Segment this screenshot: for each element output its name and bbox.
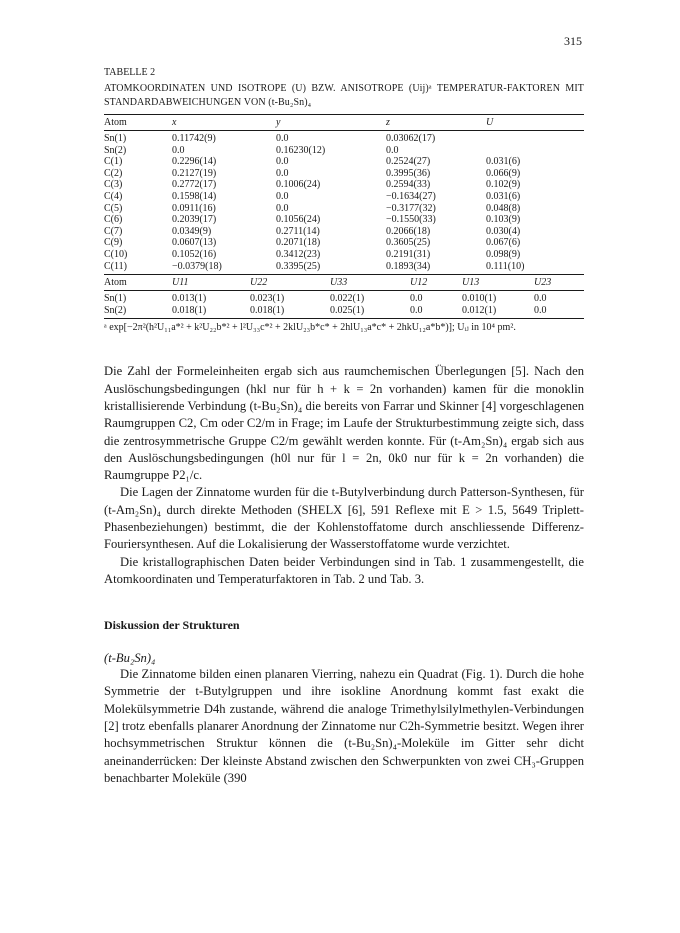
table-footnote: ᵃ exp[−2π²(h²U₁₁a*² + k²U₂₂b*² + l²U₃₃c*² + 2klU₂₃b*c* + 2hlU₁₃a*c* + 2hkU₁₂a*b*)]; Uᵢⱼ in 10⁴ pm². xyxy=(104,322,516,334)
cell-atom: Sn(1) xyxy=(104,133,127,144)
cell-u22: 0.023(1) xyxy=(250,293,285,305)
table-row xyxy=(104,261,584,275)
cell-atom: Sn(2) xyxy=(104,305,172,319)
header-atom: Atom xyxy=(104,115,172,131)
cell-u: 0.048(8) xyxy=(486,202,521,214)
cell-z: 0.3605(25) xyxy=(386,237,431,249)
cell-x: 0.2772(17) xyxy=(172,179,217,191)
table-row xyxy=(104,145,584,157)
cell-x: 0.0 xyxy=(172,144,185,156)
cell-u: 0.103(9) xyxy=(486,214,521,226)
cell-atom: C(9) xyxy=(104,237,123,249)
table-row xyxy=(104,291,584,305)
section-heading: Diskussion der Strukturen xyxy=(104,618,240,633)
table-row xyxy=(104,237,584,249)
table-row xyxy=(104,156,584,168)
cell-atom: C(11) xyxy=(104,260,127,272)
aniso-header-u13: U13 xyxy=(462,275,534,291)
cell-y: 0.2071(18) xyxy=(276,237,321,249)
cell-x: −0.0379(18) xyxy=(172,260,222,272)
cell-u: 0.066(9) xyxy=(486,167,521,179)
paragraph-structure-solution: Die Lagen der Zinnatome wurden für die t-Butylverbindung durch Patterson-Synthesen, für (t-Am₂Sn)₄ durch direkte Methoden (SHELX [6], 591 Reflexe mit E > 1.5, 5649 Triplett-Phasenbeziehungen) bestimmt, die der Kohlenstoffatome durch anschliessende Differenz-Fouriersynthesen. Auf die Lokalisierung der Wasserstoffatome wurde verzichtet. xyxy=(104,485,584,552)
table-row xyxy=(104,214,584,226)
cell-atom: C(1) xyxy=(104,156,123,168)
table-row xyxy=(104,226,584,238)
cell-u11: 0.013(1) xyxy=(172,293,207,305)
cell-z: −0.3177(32) xyxy=(386,202,436,214)
subheading: (t-Bu₂Sn)₄ xyxy=(104,651,156,666)
cell-u13: 0.012(1) xyxy=(462,305,534,319)
table-row xyxy=(104,191,584,203)
cell-y: 0.1006(24) xyxy=(276,179,321,191)
cell-z: 0.3995(36) xyxy=(386,167,431,179)
cell-y: 0.0 xyxy=(276,202,289,214)
cell-atom: Sn(1) xyxy=(104,293,127,305)
cell-u23: 0.0 xyxy=(534,305,584,319)
cell-x: 0.2296(14) xyxy=(172,156,217,168)
cell-y: 0.0 xyxy=(276,156,289,168)
cell-u xyxy=(486,145,584,157)
table-caption xyxy=(104,66,584,110)
cell-y: 0.16230(12) xyxy=(276,144,326,156)
cell-u33: 0.025(1) xyxy=(330,305,410,319)
cell-atom: C(5) xyxy=(104,202,123,214)
cell-x: 0.2039(17) xyxy=(172,214,217,226)
cell-z: 0.2524(27) xyxy=(386,156,431,168)
cell-x: 0.0349(9) xyxy=(172,225,212,237)
aniso-header-u22: U22 xyxy=(250,275,330,291)
cell-atom: Sn(2) xyxy=(104,144,127,156)
cell-u: 0.030(4) xyxy=(486,225,521,237)
cell-atom: C(3) xyxy=(104,179,123,191)
table-row xyxy=(104,131,584,145)
cell-u: 0.111(10) xyxy=(486,260,525,272)
cell-x: 0.1598(14) xyxy=(172,190,217,202)
cell-atom: C(7) xyxy=(104,225,123,237)
table-row xyxy=(104,249,584,261)
cell-y: 0.0 xyxy=(276,133,289,144)
table-row xyxy=(104,168,584,180)
cell-y: 0.1056(24) xyxy=(276,214,321,226)
cell-atom: C(2) xyxy=(104,167,123,179)
cell-z: −0.1550(33) xyxy=(386,214,436,226)
coordinates-body xyxy=(104,131,584,275)
cell-u11: 0.018(1) xyxy=(172,305,250,319)
cell-atom: C(4) xyxy=(104,190,123,202)
cell-z: 0.2191(31) xyxy=(386,248,431,260)
cell-u: 0.098(9) xyxy=(486,248,521,260)
cell-z: 0.1893(34) xyxy=(386,260,431,272)
cell-u: 0.102(9) xyxy=(486,179,521,191)
cell-y: 0.3412(23) xyxy=(276,248,321,260)
aniso-header-u33: U33 xyxy=(330,275,410,291)
anisotropic-table xyxy=(104,274,584,319)
cell-y: 0.2711(14) xyxy=(276,225,320,237)
cell-u: 0.031(6) xyxy=(486,156,521,168)
cell-z: 0.2594(33) xyxy=(386,179,431,191)
header-y: y xyxy=(276,115,386,131)
coordinates-header-row xyxy=(104,115,584,131)
cell-u22: 0.018(1) xyxy=(250,305,330,319)
paragraph-discussion: Die Zinnatome bilden einen planaren Vierring, nahezu ein Quadrat (Fig. 1). Durch die hohe Symmetrie der t-Butylgruppen und ihre isokline Anordnung kommt fast exakt die Molekülsymmetrie D4h zustande, während die analoge Trimethylsilylmethylen-Verbindungen [2] trotz ebenfalls planarer Anordnung der Zinnatome nur C2h-Symmetrie besitzt. Wegen ihrer hochsymmetrischen Struktur können die (t-Bu₂Sn)₄-Moleküle im Gitter sehr dicht aneinanderrücken: Der kleinste Abstand zwischen den Schwerpunkten von zwei CH₃-Gruppen benachbarter Moleküle (390 xyxy=(104,667,584,785)
aniso-header-u12: U12 xyxy=(410,275,462,291)
table-label: TABELLE 2 xyxy=(104,67,156,78)
cell-u: 0.067(6) xyxy=(486,237,521,249)
cell-z: −0.1634(27) xyxy=(386,190,436,202)
cell-z: 0.03062(17) xyxy=(386,133,436,144)
cell-u23: 0.0 xyxy=(534,293,547,305)
cell-y: 0.0 xyxy=(276,190,289,202)
cell-y: 0.0 xyxy=(276,167,289,179)
anisotropic-header-row xyxy=(104,275,584,291)
aniso-header-atom: Atom xyxy=(104,275,172,291)
paragraph-space-group: Die Zahl der Formeleinheiten ergab sich aus raumchemischen Überlegungen [5]. Nach den Auslöschungsbedingungen (hkl nur für h + k = 2n vorhanden) kamen für die monoklin kristallisierende Verbindung (t-Bu₂Sn)₄ die bereits von Farrar und Skinner [4] vorgeschlagenen Raumgruppen C2, Cm oder C2/m in Frage; im Laufe der Strukturbestimmung zeigte sich, dass die zentrosymmetrische Gruppe C2/m gewählt werden konnte. Für (t-Am₂Sn)₄ ergab sich aus den Auslöschungsbedingungen (h0l nur für l = 2n, 0k0 nur für k = 2n vorhanden) die Raumgruppe P2₁/c. xyxy=(104,364,584,483)
coordinates-table xyxy=(104,114,584,274)
cell-u: 0.031(6) xyxy=(486,190,521,202)
aniso-header-u11: U11 xyxy=(172,275,250,291)
cell-u xyxy=(486,131,584,145)
cell-u33: 0.022(1) xyxy=(330,293,365,305)
header-x: x xyxy=(172,115,276,131)
cell-x: 0.0607(13) xyxy=(172,237,217,249)
cell-atom: C(10) xyxy=(104,248,128,260)
cell-x: 0.2127(19) xyxy=(172,167,217,179)
cell-x: 0.11742(9) xyxy=(172,133,216,144)
table-row xyxy=(104,305,584,319)
header-z: z xyxy=(386,115,486,131)
cell-u12: 0.0 xyxy=(410,305,462,319)
page-number: 315 xyxy=(564,34,582,48)
cell-atom: C(6) xyxy=(104,214,123,226)
cell-z: 0.2066(18) xyxy=(386,225,431,237)
cell-x: 0.0911(16) xyxy=(172,202,216,214)
aniso-header-u23: U23 xyxy=(534,275,584,291)
header-u: U xyxy=(486,115,584,131)
anisotropic-body xyxy=(104,291,584,319)
table-title: ATOMKOORDINATEN UND ISOTROPE (U) BZW. ANISOTROPE (Uij)ᵃ TEMPERATUR-FAKTOREN MIT STANDARDABWEICHUNGEN VON (t-Bu₂Sn)₄ xyxy=(104,83,584,108)
paragraph-data-reference: Die kristallographischen Daten beider Verbindungen sind in Tab. 1 zusammengestellt, die Atomkoordinaten und Temperaturfaktoren in Tab. 2 und Tab. 3. xyxy=(104,554,584,586)
cell-u13: 0.010(1) xyxy=(462,293,497,305)
cell-u12: 0.0 xyxy=(410,293,423,305)
table-row xyxy=(104,179,584,191)
cell-x: 0.1052(16) xyxy=(172,248,217,260)
cell-y: 0.3395(25) xyxy=(276,260,321,272)
cell-z: 0.0 xyxy=(386,144,399,156)
page-content xyxy=(104,66,584,787)
table-row xyxy=(104,203,584,215)
